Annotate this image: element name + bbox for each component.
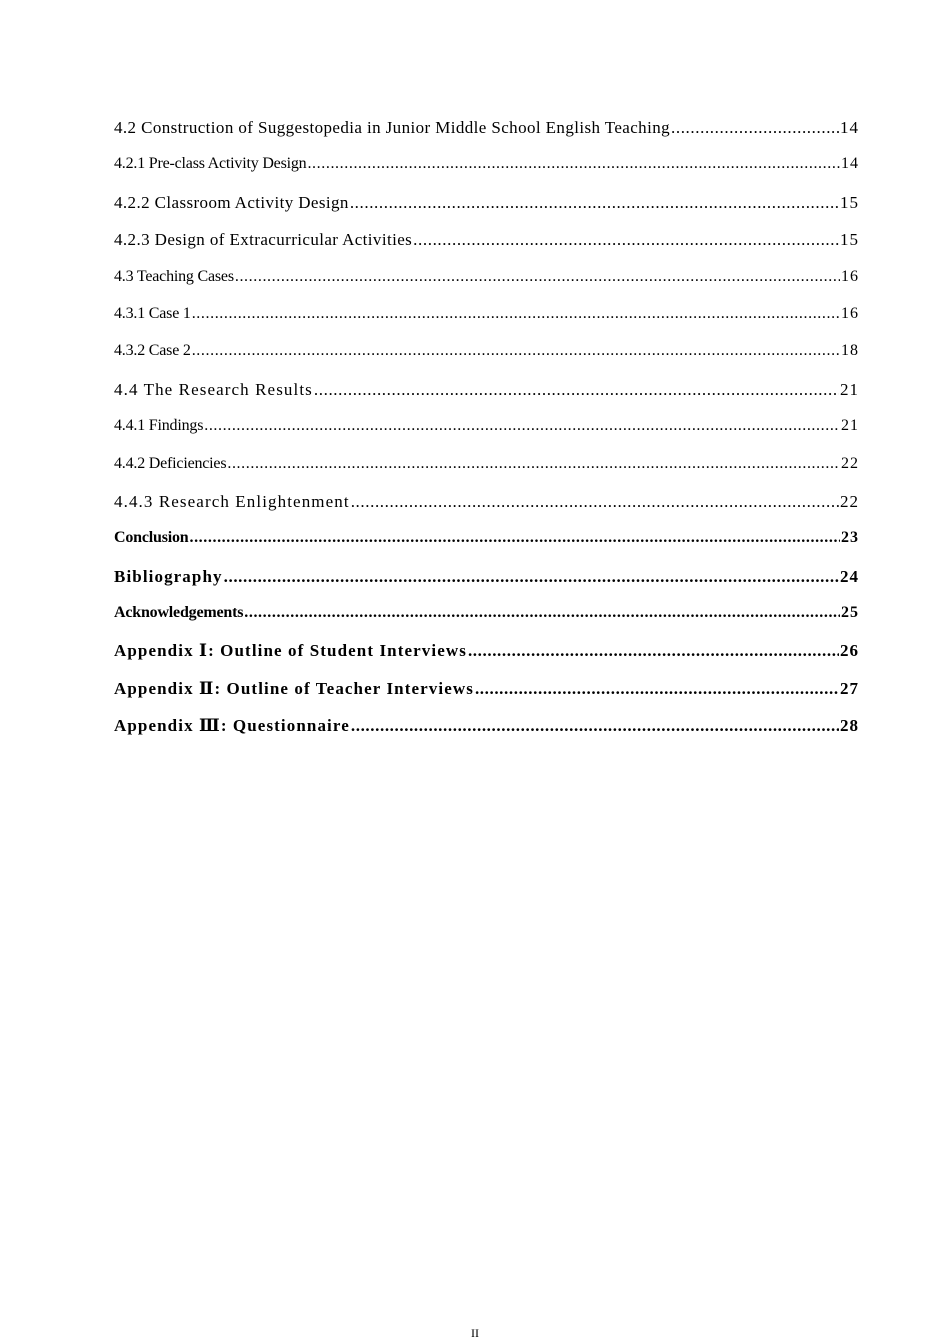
toc-entry[interactable] bbox=[114, 529, 859, 566]
toc-entry[interactable] bbox=[114, 342, 859, 379]
toc-entry-title: 4.4.2 Deficiencies bbox=[114, 454, 227, 472]
toc-entry-page: 26 bbox=[840, 641, 859, 661]
page-number: II bbox=[471, 1326, 479, 1340]
toc-entry-title: Conclusion bbox=[114, 529, 189, 547]
toc-entry-page: 15 bbox=[840, 192, 859, 212]
toc-dot-leader bbox=[192, 342, 840, 360]
toc-entry-title: Appendix Ⅰ: Outline of Student Interviews bbox=[114, 641, 467, 661]
toc-entry-title: 4.3 Teaching Cases bbox=[114, 267, 234, 285]
toc-entry-page: 15 bbox=[840, 230, 859, 250]
toc-entry[interactable] bbox=[114, 604, 859, 641]
toc-entry[interactable] bbox=[114, 118, 859, 155]
toc-dot-leader bbox=[235, 268, 840, 286]
toc-dot-leader bbox=[307, 155, 840, 173]
toc-entry[interactable] bbox=[114, 268, 859, 305]
toc-dot-leader bbox=[189, 529, 840, 547]
toc-dot-leader bbox=[227, 455, 840, 473]
toc-entry[interactable] bbox=[114, 641, 859, 678]
toc-entry-page: 16 bbox=[841, 267, 859, 285]
table-of-contents bbox=[114, 118, 859, 754]
toc-dot-leader bbox=[224, 567, 839, 587]
toc-entry[interactable] bbox=[114, 417, 859, 454]
toc-entry-title: 4.2.1 Pre-class Activity Design bbox=[114, 155, 307, 173]
toc-entry-page: 18 bbox=[841, 342, 859, 360]
toc-dot-leader bbox=[468, 641, 839, 661]
toc-entry[interactable] bbox=[114, 567, 859, 604]
toc-dot-leader bbox=[314, 380, 839, 400]
toc-entry-page: 24 bbox=[840, 566, 859, 586]
toc-dot-leader bbox=[351, 716, 839, 736]
toc-entry-title: 4.4.3 Research Enlightenment bbox=[114, 491, 350, 511]
toc-dot-leader bbox=[244, 604, 840, 622]
toc-entry-title: 4.4.1 Findings bbox=[114, 417, 204, 435]
toc-entry[interactable] bbox=[114, 305, 859, 342]
toc-entry-title: 4.2 Construction of Suggestopedia in Junior Middle School English Teaching bbox=[114, 118, 670, 137]
toc-entry-title: Bibliography bbox=[114, 566, 223, 586]
toc-entry-page: 14 bbox=[841, 155, 859, 173]
toc-entry[interactable] bbox=[114, 455, 859, 492]
toc-entry-title: 4.2.2 Classroom Activity Design bbox=[114, 192, 349, 212]
toc-entry-title: Acknowledgements bbox=[114, 604, 244, 622]
toc-entry-page: 21 bbox=[841, 417, 859, 435]
toc-entry[interactable] bbox=[114, 230, 859, 267]
toc-dot-leader bbox=[204, 417, 840, 435]
toc-entry-page: 25 bbox=[841, 604, 859, 622]
toc-entry[interactable] bbox=[114, 492, 859, 529]
toc-entry-page: 22 bbox=[840, 491, 859, 511]
toc-entry[interactable] bbox=[114, 380, 859, 417]
toc-dot-leader bbox=[413, 230, 839, 250]
toc-entry-page: 28 bbox=[840, 716, 859, 736]
toc-entry-title: 4.2.3 Design of Extracurricular Activities bbox=[114, 230, 413, 250]
toc-entry-page: 16 bbox=[841, 304, 859, 322]
toc-entry-title: Appendix Ⅲ: Questionnaire bbox=[114, 716, 350, 736]
toc-dot-leader bbox=[350, 193, 839, 213]
toc-entry-title: 4.3.1 Case 1 bbox=[114, 304, 191, 322]
toc-entry[interactable] bbox=[114, 193, 859, 230]
toc-entry-page: 27 bbox=[840, 678, 859, 698]
toc-entry[interactable] bbox=[114, 679, 859, 716]
toc-dot-leader bbox=[475, 679, 839, 699]
toc-entry-title: 4.3.2 Case 2 bbox=[114, 342, 191, 360]
toc-entry-title: 4.4 The Research Results bbox=[114, 379, 313, 399]
toc-entry-page: 21 bbox=[840, 379, 859, 399]
toc-dot-leader bbox=[351, 492, 839, 512]
toc-dot-leader bbox=[671, 118, 839, 138]
toc-entry-page: 14 bbox=[840, 118, 859, 137]
toc-entry-page: 23 bbox=[841, 529, 859, 547]
toc-entry-title: Appendix Ⅱ: Outline of Teacher Interviews bbox=[114, 678, 474, 698]
toc-entry-page: 22 bbox=[841, 454, 859, 472]
toc-entry[interactable] bbox=[114, 716, 859, 753]
toc-dot-leader bbox=[192, 305, 840, 323]
toc-entry[interactable] bbox=[114, 155, 859, 192]
